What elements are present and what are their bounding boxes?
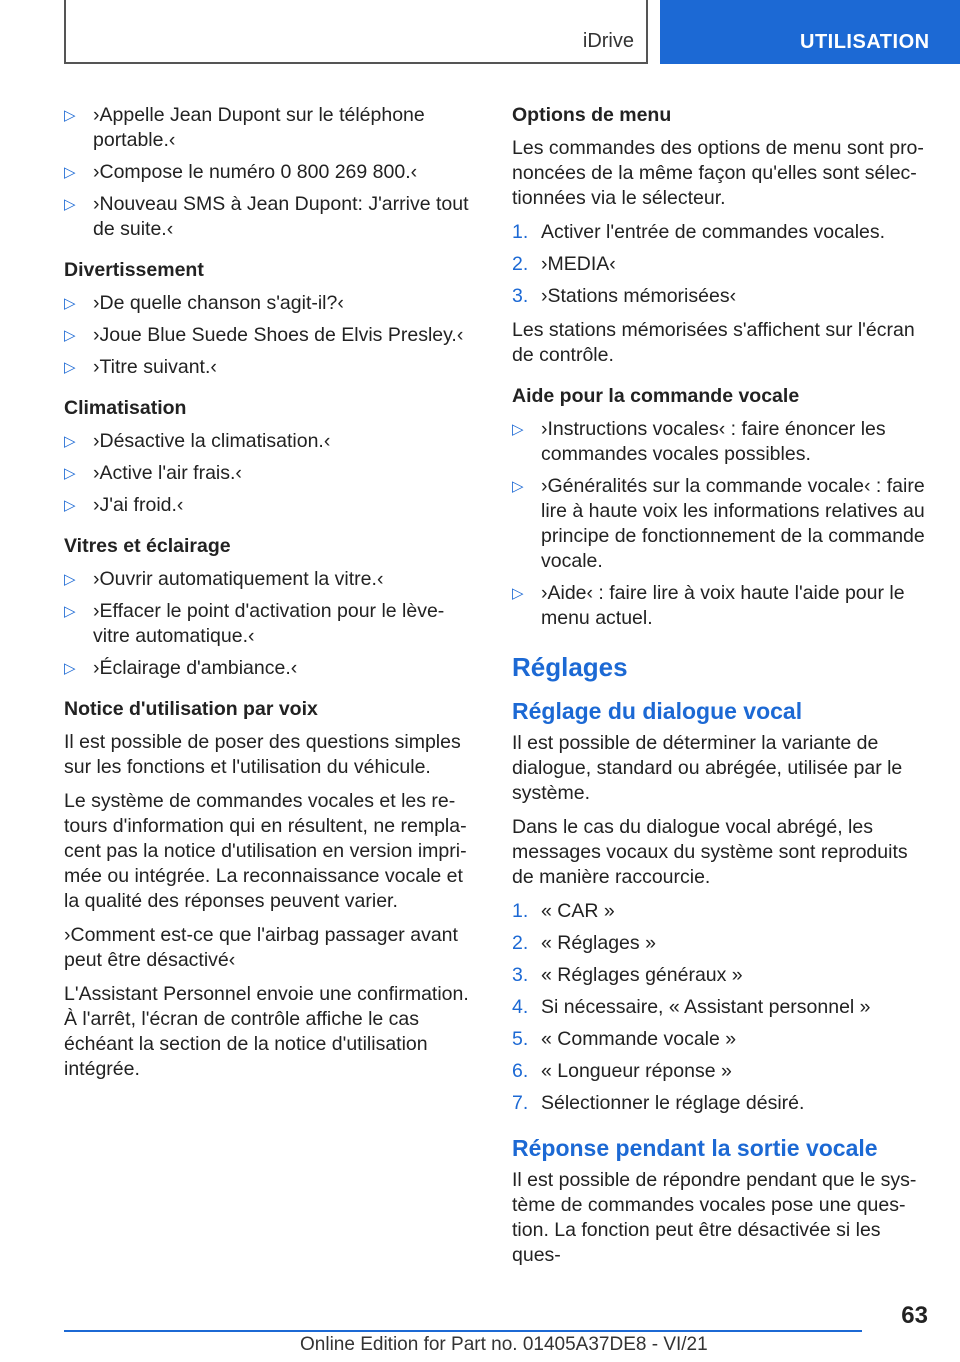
heading-options: Options de menu <box>512 104 672 126</box>
list-item: ▷ ›De quelle chanson s'agit-il?‹ <box>64 292 344 314</box>
climatisation-list <box>64 429 478 518</box>
reglages-paragraph: Dans le cas du dialogue vocal abrégé, les messages vocaux du système sont reproduits de manière raccourcie. <box>512 816 908 888</box>
footer-edition: Online Edition for Part no. 01405A37DE8 - VI/21 <box>300 1334 708 1355</box>
bullet-triangle-icon: ▷ <box>64 465 76 482</box>
options-steps <box>512 220 926 309</box>
step-number: 1. <box>512 221 529 243</box>
bullet-triangle-icon: ▷ <box>64 359 76 376</box>
header-section-label: iDrive <box>582 30 634 52</box>
reglages-steps <box>512 899 926 1116</box>
heading-climatisation: Climatisation <box>64 397 187 419</box>
step-number: 3. <box>512 285 529 307</box>
step-item: 4. Si nécessaire, « Assistant personnel » <box>512 996 871 1018</box>
step-number: 7. <box>512 1092 529 1114</box>
step-item: 6. « Longueur réponse » <box>512 1060 732 1082</box>
list-item: ▷ ›Effacer le point d'activation pour le lève-vitre automatique.‹ <box>64 600 445 647</box>
phone-command-list <box>64 103 478 242</box>
list-item: ▷ ›J'ai froid.‹ <box>64 494 184 516</box>
bullet-triangle-icon: ▷ <box>64 327 76 344</box>
step-item: 5. « Commande vocale » <box>512 1028 737 1050</box>
step-item: 2. ›MEDIA‹ <box>512 253 616 275</box>
heading-vitres: Vitres et éclairage <box>64 535 231 557</box>
step-number: 6. <box>512 1060 529 1082</box>
aide-list <box>512 417 926 631</box>
step-item: 1. « CAR » <box>512 900 615 922</box>
heading-divertissement: Divertissement <box>64 259 204 281</box>
heading-aide: Aide pour la commande vocale <box>512 385 800 407</box>
notice-paragraph: L'Assistant Personnel envoie une confirmation. À l'arrêt, l'écran de contrôle affiche le cas échéant la section de la notice d'utilisation intégrée. <box>64 983 469 1080</box>
subsection-title-reponse: Réponse pendant la sortie vocale <box>512 1135 878 1161</box>
bullet-triangle-icon: ▷ <box>512 478 524 495</box>
reglages-paragraph: Il est possible de déterminer la variante de dialogue, standard ou abrégée, utilisée par le système. <box>512 732 903 804</box>
subsection-title-dialogue: Réglage du dialogue vocal <box>512 698 803 724</box>
options-paragraph: Les commandes des options de menu sont prononcées de la même façon qu'elles sont sélectionnées via le sélecteur. <box>512 137 924 209</box>
divertissement-list <box>64 291 478 380</box>
bullet-triangle-icon: ▷ <box>512 421 524 438</box>
page-number: 63 <box>901 1302 928 1329</box>
step-number: 2. <box>512 932 529 954</box>
notice-example: ›Comment est-ce que l'airbag passager avant peut être désactivé‹ <box>64 924 458 971</box>
notice-paragraph: Il est possible de poser des questions simples sur les fonctions et l'utilisation du véhicule. <box>64 731 461 778</box>
bullet-triangle-icon: ▷ <box>64 603 76 620</box>
right-column <box>512 103 926 1277</box>
vitres-list <box>64 567 478 681</box>
step-number: 5. <box>512 1028 529 1050</box>
step-item: 1. Activer l'entrée de commandes vocales. <box>512 221 886 243</box>
list-item: ▷ ›Généralités sur la commande vocale‹ : faire lire à haute voix les informations relatives au principe de fonctionnement de la commande vocale. <box>512 475 925 572</box>
list-item: ▷ ›Titre suivant.‹ <box>64 356 217 378</box>
bullet-triangle-icon: ▷ <box>64 497 76 514</box>
section-title-reglages: Réglages <box>512 652 628 682</box>
list-item: ▷ ›Compose le numéro 0 800 269 800.‹ <box>64 161 418 183</box>
bullet-triangle-icon: ▷ <box>64 571 76 588</box>
left-column <box>64 103 478 1091</box>
step-number: 1. <box>512 900 529 922</box>
options-paragraph: Les stations mémorisées s'affichent sur l'écran de contrôle. <box>512 319 915 366</box>
step-item: 3. « Réglages généraux » <box>512 964 743 986</box>
heading-notice: Notice d'utilisation par voix <box>64 698 318 720</box>
list-item: ▷ ›Aide‹ : faire lire à voix haute l'aide pour le menu actuel. <box>512 582 905 629</box>
list-item: ▷ ›Joue Blue Suede Shoes de Elvis Presley.‹ <box>64 324 464 346</box>
list-item: ▷ ›Active l'air frais.‹ <box>64 462 242 484</box>
list-item: ▷ ›Nouveau SMS à Jean Dupont: J'arrive tout de suite.‹ <box>64 193 469 240</box>
step-number: 4. <box>512 996 529 1018</box>
list-item: ▷ ›Appelle Jean Dupont sur le téléphone portable.‹ <box>64 104 425 151</box>
list-item: ▷ ›Désactive la climatisation.‹ <box>64 430 331 452</box>
list-item: ▷ ›Ouvrir automatiquement la vitre.‹ <box>64 568 384 590</box>
list-item: ▷ ›Éclairage d'ambiance.‹ <box>64 657 298 679</box>
list-item: ▷ ›Instructions vocales‹ : faire énoncer les commandes vocales possibles. <box>512 418 886 465</box>
step-number: 2. <box>512 253 529 275</box>
bullet-triangle-icon: ▷ <box>64 660 76 677</box>
bullet-triangle-icon: ▷ <box>64 196 76 213</box>
step-number: 3. <box>512 964 529 986</box>
bullet-triangle-icon: ▷ <box>64 433 76 450</box>
bullet-triangle-icon: ▷ <box>64 107 76 124</box>
bullet-triangle-icon: ▷ <box>512 585 524 602</box>
bullet-triangle-icon: ▷ <box>64 295 76 312</box>
reponse-paragraph: Il est possible de répondre pendant que le système de commandes vocales pose une question. La fonction peut être désactivée si les ques- <box>512 1169 917 1266</box>
step-item: 3. ›Stations mémorisées‹ <box>512 285 737 307</box>
footer-divider <box>64 1330 862 1332</box>
header-chapter-tab: UTILISATION <box>660 0 960 64</box>
step-item: 7. Sélectionner le réglage désiré. <box>512 1092 805 1114</box>
step-item: 2. « Réglages » <box>512 932 656 954</box>
header-frame <box>64 0 648 64</box>
bullet-triangle-icon: ▷ <box>64 164 76 181</box>
notice-paragraph: Le système de commandes vocales et les retours d'information qui en résultent, ne remplacent pas la notice d'utilisation en version imprimée ou intégrée. La reconnaissance vocale et la qualité des réponses peuvent varier. <box>64 790 467 912</box>
